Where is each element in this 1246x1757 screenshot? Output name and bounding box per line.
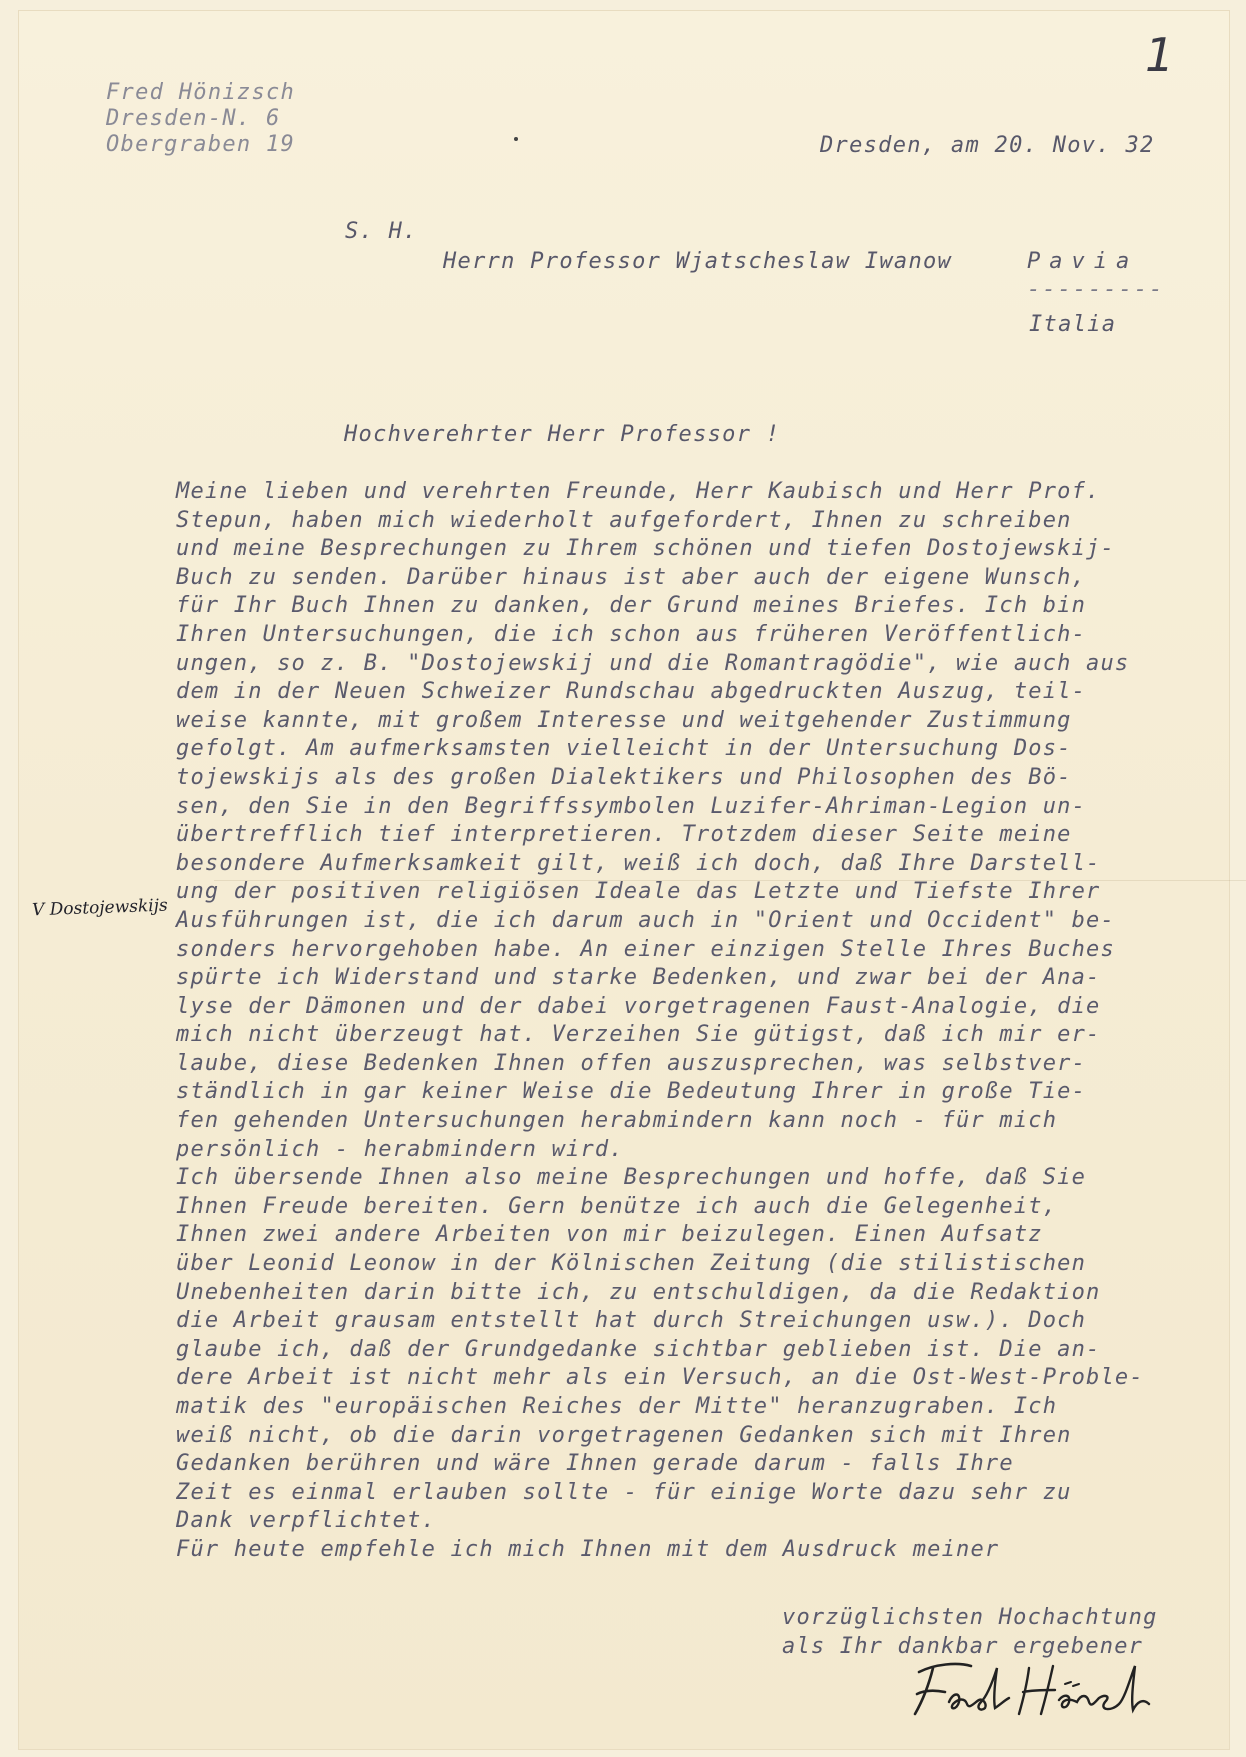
body-line: die Arbeit grausam entstellt hat durch Streichungen usw.). Doch [176,1308,1087,1334]
recipient-city: Pavia [1027,249,1139,274]
body-line: mich nicht überzeugt hat. Verzeihen Sie gütigst, daß ich mir er- [176,1022,1101,1048]
body-line: Stepun, haben mich wiederholt aufgefordert, Ihnen zu schreiben [176,507,1072,533]
body-line: sen, den Sie in den Begriffssymbolen Luzifer-Ahriman-Legion un- [176,793,1087,819]
sender-street-2: Obergraben 19 [106,132,296,157]
body-line: Zeit es einmal erlauben sollte - für einige Worte dazu sehr zu [176,1479,1072,1505]
body-line: spürte ich Widerstand und starke Bedenken, und zwar bei der Ana- [176,965,1101,991]
body-line: dere Arbeit ist nicht mehr als ein Versuch, an die Ost-West-Proble- [176,1365,1144,1391]
body-line: weiß nicht, ob die darin vorgetragenen Gedanken sich mit Ihren [176,1422,1072,1448]
body-line: persönlich - herabmindern wird. [176,1136,624,1162]
body-line: für Ihr Buch Ihnen zu danken, der Grund meines Briefes. Ich bin [176,593,1087,619]
body-line: Buch zu senden. Darüber hinaus ist aber auch der eigene Wunsch, [176,564,1087,590]
body-line: glaube ich, daß der Grundgedanke sichtbar geblieben ist. Die an- [176,1336,1101,1362]
handwritten-margin-note: V Dostojewskijs [31,895,168,921]
sender-street-1: Dresden-N. 6 [106,106,281,131]
body-line: über Leonid Leonow in der Kölnischen Zeitung (die stilistischen [176,1251,1087,1277]
body-line: dem in der Neuen Schweizer Rundschau abgedruckten Auszug, teil- [176,679,1087,705]
handwritten-signature [905,1654,1155,1724]
body-line: Dank verpflichtet. [176,1508,437,1534]
recipient-country: Italia [1029,312,1117,337]
ink-dot [514,137,518,141]
body-line: matik des "europäischen Reiches der Mitte" heranzugraben. Ich [176,1394,1058,1419]
body-line: laube, diese Bedenken Ihnen offen auszusprechen, was selbstver- [176,1050,1087,1076]
body-line: und meine Besprechungen zu Ihrem schönen und tiefen Dostojewskij- [176,536,1115,562]
body-line: tojewskijs als des großen Dialektikers und Philosophen des Bö- [176,764,1072,790]
closing-line-2: als Ihr dankbar ergebener [782,1634,1144,1659]
recipient-rule: --------- [1027,277,1165,302]
letter-body [176,478,1196,1565]
body-line: Unebenheiten darin bitte ich, zu entschuldigen, da die Redaktion [176,1279,1101,1305]
sender-name: Fred Hönizsch [106,80,296,105]
closing-line-1: vorzüglichsten Hochachtung [782,1605,1158,1630]
body-line: Ihren Untersuchungen, die ich schon aus früheren Veröffentlich- [176,621,1087,647]
body-line: sonders hervorgehoben habe. An einer einzigen Stelle Ihres Buches [176,936,1115,962]
body-line: lyse der Dämonen und der dabei vorgetragenen Faust-Analogie, die [176,993,1101,1019]
page-number: 1 [1145,28,1175,82]
body-line: fen gehenden Untersuchungen herabmindern kann noch - für mich [176,1108,1058,1134]
sender-address [106,80,295,158]
body-line: Meine lieben und verehrten Freunde, Herr Kaubisch und Herr Prof. [176,479,1101,504]
body-line: weise kannte, mit großem Interesse und weitgehender Zustimmung [176,707,1072,733]
body-line: Ausführungen ist, die ich darum auch in "Orient und Occident" be- [176,907,1115,933]
recipient-prefix: S. H. [345,219,418,244]
body-line: Gedanken berühren und wäre Ihnen gerade darum - falls Ihre [176,1451,1014,1477]
body-line: Für heute empfehle ich mich Ihnen mit dem Ausdruck meiner [176,1536,1000,1562]
body-line: ungen, so z. B. "Dostojewskij und die Romantragödie", wie auch aus [176,650,1130,676]
letter-date: Dresden, am 20. Nov. 32 [820,133,1155,158]
body-line: Ihnen Freude bereiten. Gern benütze ich auch die Gelegenheit, [176,1193,1058,1219]
body-line: Ihnen zwei andere Arbeiten von mir beizulegen. Einen Aufsatz [176,1222,1043,1248]
body-line: gefolgt. Am aufmerksamsten vielleicht in der Untersuchung Dos- [176,736,1072,762]
salutation: Hochverehrter Herr Professor ! [344,422,781,447]
recipient-name: Herrn Professor Wjatscheslaw Iwanow [443,249,953,274]
body-line: Ich übersende Ihnen also meine Besprechungen und hoffe, daß Sie [176,1165,1087,1191]
body-line: ung der positiven religiösen Ideale das Letzte und Tiefste Ihrer [176,879,1101,905]
body-line: besondere Aufmerksamkeit gilt, weiß ich doch, daß Ihre Darstell- [176,850,1101,876]
body-line: ständlich in gar keiner Weise die Bedeutung Ihrer in große Tie- [176,1079,1087,1105]
body-line: übertrefflich tief interpretieren. Trotzdem dieser Seite meine [176,822,1072,848]
